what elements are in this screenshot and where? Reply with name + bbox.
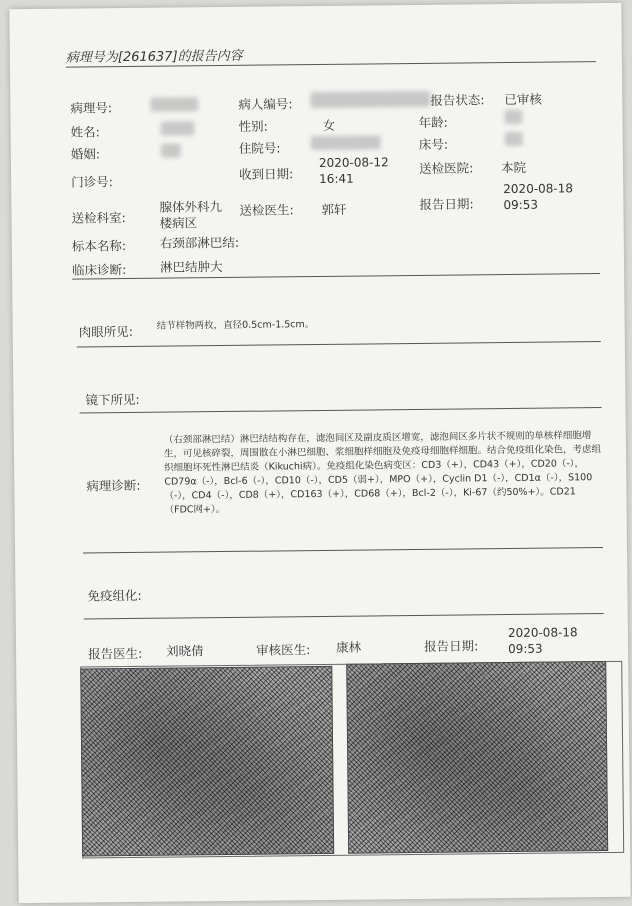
inpatient-no-label: 住院号:	[238, 140, 281, 156]
divider-3	[80, 407, 602, 413]
review-doctor-value: 康林	[335, 639, 362, 655]
report-paper	[9, 3, 630, 903]
dept-label: 送检科室:	[71, 210, 126, 226]
received-date-value: 2020-08-12	[318, 155, 389, 170]
redacted-inpatient-no	[311, 135, 381, 150]
micro-label: 镜下所见:	[85, 391, 140, 408]
footer-report-date-value: 2020-08-18	[507, 625, 578, 641]
gender-value: 女	[322, 117, 336, 133]
clinical-value: 淋巴结肿大	[159, 259, 223, 275]
doctor-value: 郭轩	[321, 201, 347, 217]
footer-report-date-label: 报告日期:	[423, 638, 479, 654]
gross-value: 结节样物两枚，直径0.5cm-1.5cm。	[156, 319, 315, 332]
redacted-patient-no	[310, 91, 430, 108]
gender-label: 性别:	[238, 118, 268, 134]
report-status-label: 报告状态:	[430, 92, 485, 108]
age-label: 年龄:	[418, 114, 448, 130]
redacted-age	[504, 110, 522, 124]
outpatient-no-label: 门诊号:	[71, 174, 113, 190]
redacted-bed-no	[505, 132, 523, 146]
histology-image-right	[346, 661, 608, 854]
report-time-value: 09:53	[503, 197, 539, 213]
specimen-value: 右颈部淋巴结:	[159, 234, 240, 251]
bed-no-label: 床号:	[418, 136, 449, 152]
review-doctor-label: 审核医生:	[255, 642, 311, 658]
dept-value-line1: 腺体外科九	[159, 199, 223, 215]
diagnosis-label: 病理诊断:	[86, 477, 141, 494]
name-label: 姓名:	[70, 124, 100, 140]
divider-4	[83, 547, 603, 553]
report-title: 病理号为[261637]的报告内容	[65, 48, 243, 66]
specimen-label: 标本名称:	[71, 238, 127, 254]
doctor-label: 送检医生:	[239, 202, 294, 218]
divider-1	[72, 273, 600, 280]
report-date-label: 报告日期:	[419, 196, 474, 212]
diagnosis-text: （右颈部淋巴结）淋巴结结构存在，滤泡间区及副皮质区增宽，滤泡间区多片状不规则的单核样细胞增生，可见核碎裂，周围散在小淋巴细胞、浆细胞样细胞及免疫母细胞样细胞。结合免疫组化染色，考虑组织细胞坏死性淋巴结炎（Kikuchi病）。免疫组化染色病变区：CD3（+），CD43（+），CD20（-），CD79α（-），Bcl-6（-），CD10（-），CD5（弱+），MPO（+），Cyclin D1（-），CD1α（-），S100（-），CD4（-），CD8（+），CD163（+），CD68（+），Bcl-2（-），Ki-67（约50%+）。CD21（FDC网+）。	[163, 430, 602, 516]
report-date-value: 2020-08-18	[503, 181, 574, 197]
received-date-label: 收到日期:	[238, 166, 294, 182]
pathology-no-label: 病理号:	[70, 100, 113, 116]
report-doctor-value: 刘晓倩	[165, 643, 204, 659]
received-time-value: 16:41	[319, 171, 354, 186]
report-doctor-label: 报告医生:	[88, 645, 143, 662]
footer-report-time-value: 09:53	[507, 641, 543, 657]
redacted-name	[161, 121, 195, 135]
divider-5	[84, 613, 604, 619]
ihc-label: 免疫组化:	[87, 587, 142, 604]
histology-image-left	[80, 666, 334, 857]
redacted-marital	[161, 143, 181, 157]
clinical-label: 临床诊断:	[71, 262, 127, 278]
hospital-value: 本院	[500, 159, 527, 176]
patient-no-label: 病人编号:	[238, 96, 293, 112]
redacted-pathology-no	[150, 97, 198, 112]
divider-2	[77, 341, 601, 347]
hospital-label: 送检医院:	[418, 160, 474, 176]
marital-label: 婚姻:	[70, 146, 101, 162]
gross-label: 肉眼所见:	[78, 323, 134, 340]
report-status-value: 已审核	[504, 91, 542, 108]
dept-value-line2: 楼病区	[159, 215, 198, 231]
